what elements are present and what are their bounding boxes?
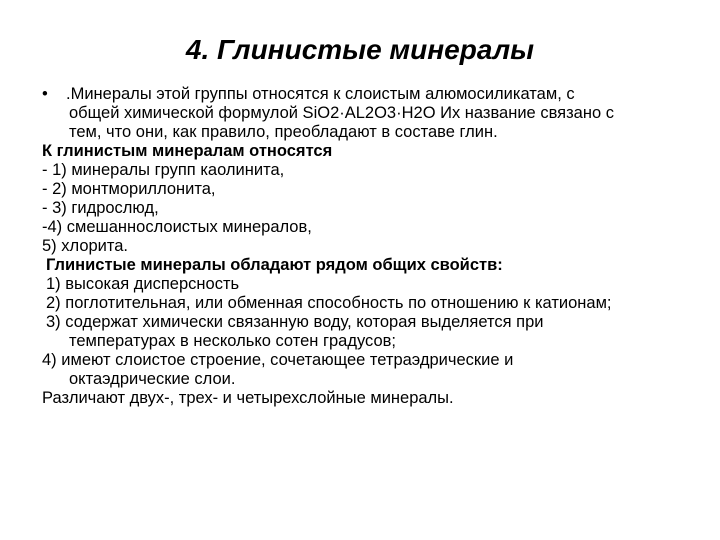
list-item-montmorillonite: - 2) монтмориллонита,	[42, 180, 216, 198]
list-item-chlorite: 5) хлорита.	[42, 237, 129, 255]
body-line-1-text: .Минералы этой группы относятся к слоистым алюмосиликатам, с	[66, 85, 575, 103]
property-4: 4) имеют слоистое строение, сочетающее тетраэдрические и	[42, 351, 514, 369]
body-line-3: тем, что они, как правило, преобладают в составе глин.	[69, 123, 498, 141]
property-3-cont: температурах в несколько сотен градусов;	[69, 332, 397, 350]
list-item-kaolinite: - 1) минералы групп каолинита,	[42, 161, 285, 179]
slide-title: 4. Глинистые минералы	[185, 34, 535, 65]
closing-line: Различают двух-, трех- и четырехслойные минералы.	[42, 389, 454, 407]
body-line-2: общей химической формулой SiO2·AL2O3·H2O Их название связано с	[69, 104, 614, 122]
list-item-mixed-layer: -4) смешаннослоистых минералов,	[42, 218, 312, 236]
property-3: 3) содержат химически связанную воду, которая выделяется при	[46, 313, 544, 331]
body-line-1	[42, 85, 692, 104]
subheading-properties: Глинистые минералы обладают рядом общих свойств:	[46, 256, 503, 274]
list-item-hydromica: - 3) гидрослюд,	[42, 199, 159, 217]
slide-body	[42, 85, 692, 408]
property-1: 1) высокая дисперсность	[46, 275, 240, 293]
subheading-clay-minerals: К глинистым минералам относятся	[42, 142, 333, 160]
bullet-icon: •	[42, 85, 48, 103]
property-4-cont: октаэдрические слои.	[69, 370, 236, 388]
property-2: 2) поглотительная, или обменная способность по отношению к катионам;	[46, 294, 612, 312]
